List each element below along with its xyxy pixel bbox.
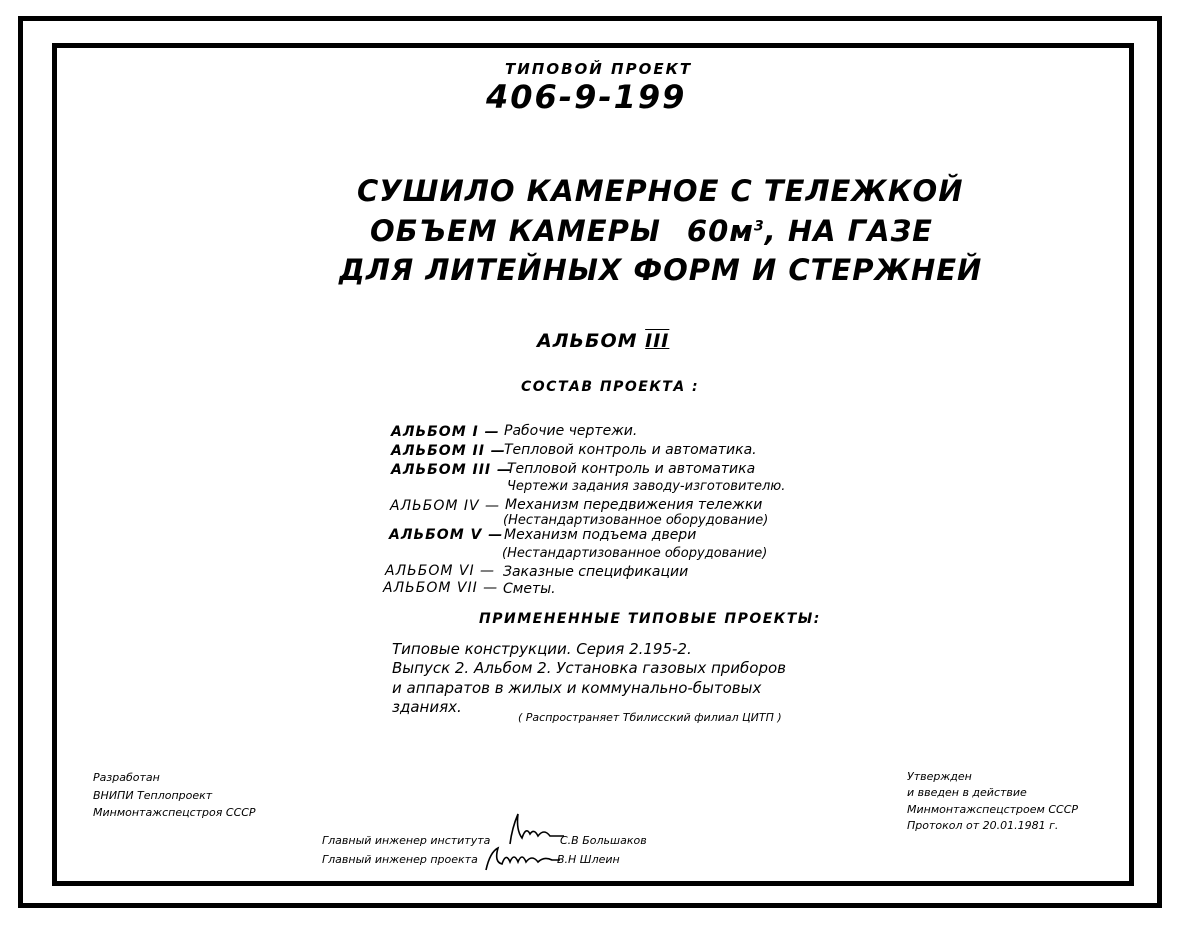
distribution-note: ( Распространяет Тбилисский филиал ЦИТП ) xyxy=(518,711,782,724)
title-line-2-suffix: , НА ГАЗЕ xyxy=(764,214,933,248)
chief-engineer-project-role: Главный инженер проекта xyxy=(322,853,478,866)
album-3-desc: Тепловой контроль и автоматика xyxy=(507,461,756,477)
title-line-3: ДЛЯ ЛИТЕЙНЫХ ФОРМ И СТЕРЖНЕЙ xyxy=(339,253,983,287)
applied-line-2: Выпуск 2. Альбом 2. Установка газовых приборов xyxy=(392,659,787,677)
album-3-name: АЛЬБОМ III — xyxy=(391,462,513,478)
chamber-volume-unit: м xyxy=(729,214,754,248)
album-4-sub: (Нестандартизованное оборудование) xyxy=(503,513,769,528)
title-line-2 xyxy=(370,214,933,248)
album-1-name: АЛЬБОМ I — xyxy=(391,424,500,440)
applied-line-3: и аппаратов в жилых и коммунально-бытовых xyxy=(392,679,762,697)
title-line-2-prefix: ОБЪЕМ КАМЕРЫ xyxy=(370,214,661,248)
chief-engineer-project-name: В.Н Шлеин xyxy=(557,853,620,866)
chamber-volume-value: 60 xyxy=(686,214,730,248)
chief-engineer-institute-role: Главный инженер института xyxy=(322,834,491,847)
approval-line-3: Минмонтажспецстроем СССР xyxy=(907,803,1079,816)
developer-line-1: Разработан xyxy=(93,771,160,784)
album-3-sub: Чертежи задания заводу-изготовителю. xyxy=(507,479,786,494)
album-4-name: АЛЬБОМ IV — xyxy=(390,498,501,514)
chief-engineer-institute-name: С.В Большаков xyxy=(560,834,647,847)
album-4-desc: Механизм передвижения тележки xyxy=(505,497,763,513)
applied-line-4: зданиях. xyxy=(392,698,462,716)
album-2-desc: Тепловой контроль и автоматика. xyxy=(504,442,757,458)
composition-heading: СОСТАВ ПРОЕКТА : xyxy=(521,379,700,395)
approval-line-1: Утвержден xyxy=(907,770,972,783)
project-number: 406-9-199 xyxy=(486,78,687,116)
album-5-name: АЛЬБОМ V — xyxy=(389,527,504,543)
album-7-name: АЛЬБОМ VII — xyxy=(383,580,499,596)
album-6-desc: Заказные спецификации xyxy=(503,564,689,580)
applied-projects-heading: ПРИМЕНЕННЫЕ ТИПОВЫЕ ПРОЕКТЫ: xyxy=(479,611,821,627)
album-1-desc: Рабочие чертежи. xyxy=(504,423,638,439)
project-type-label: ТИПОВОЙ ПРОЕКТ xyxy=(505,60,693,78)
album-2-name: АЛЬБОМ II — xyxy=(391,443,506,459)
approval-line-4: Протокол от 20.01.1981 г. xyxy=(907,819,1059,832)
title-line-1: СУШИЛО КАМЕРНОЕ С ТЕЛЕЖКОЙ xyxy=(357,174,964,208)
approval-line-2: и введен в действие xyxy=(907,786,1027,799)
album-5-sub: (Нестандартизованное оборудование) xyxy=(502,546,768,561)
applied-line-1: Типовые конструкции. Серия 2.195-2. xyxy=(392,640,692,658)
album-5-desc: Механизм подъема двери xyxy=(504,527,697,543)
chamber-volume-exponent: 3 xyxy=(753,218,765,235)
album-6-name: АЛЬБОМ VI — xyxy=(385,563,496,579)
album-7-desc: Сметы. xyxy=(503,581,556,597)
album-label: АЛЬБОМ xyxy=(537,330,638,352)
album-number: III xyxy=(645,330,670,352)
signature-project-icon xyxy=(482,840,562,874)
developer-line-3: Минмонтажспецстроя СССР xyxy=(93,806,256,819)
developer-line-2: ВНИПИ Теплопроект xyxy=(93,789,213,802)
album-title xyxy=(537,330,669,352)
